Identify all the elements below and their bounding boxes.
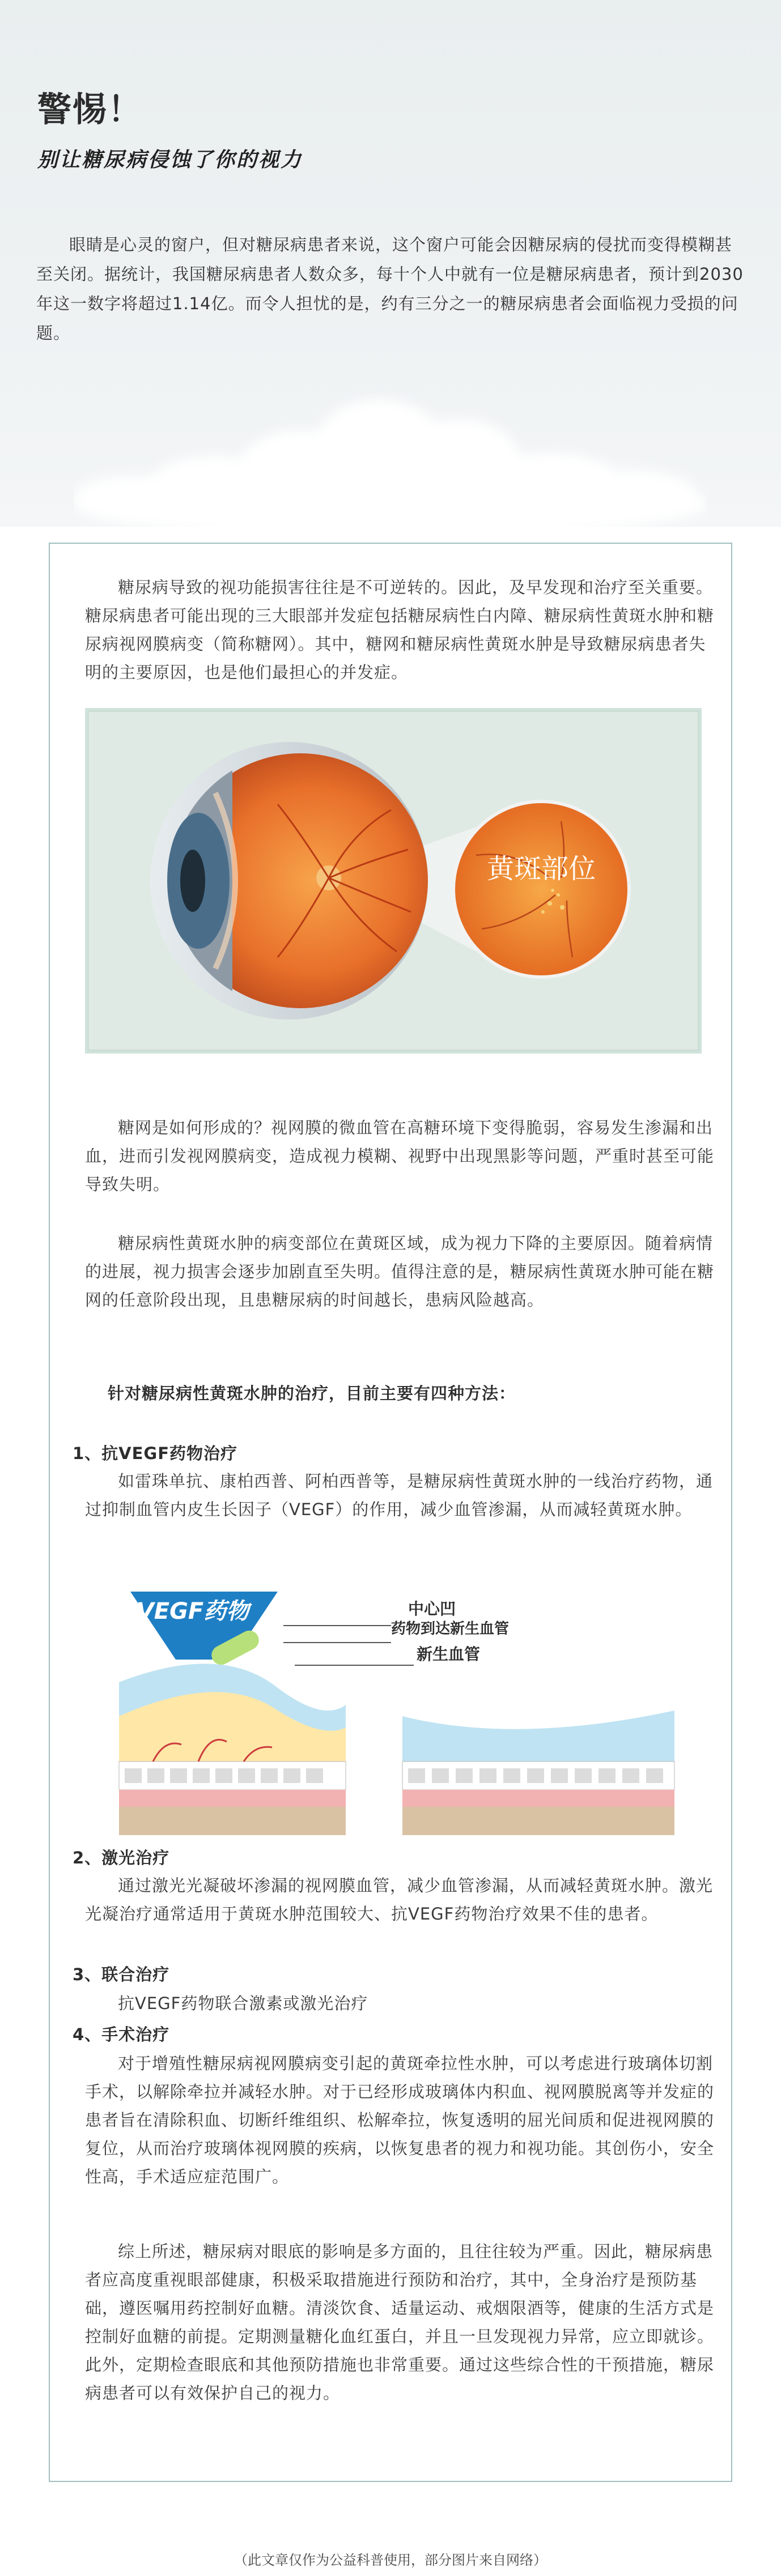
treatment-intro: 针对糖尿病性黄斑水肿的治疗，目前主要有四种方法： [108, 1384, 516, 1403]
page-subtitle: 别让糖尿病侵蚀了你的视力 [37, 148, 303, 172]
treatment-1-text: 如雷珠单抗、康柏西普、阿柏西普等，是糖尿病性黄斑水肿的一线治疗药物，通过抑制血管内皮生长因子（VEGF）的作用，减少血管渗漏，从而减轻黄斑水肿。 [85, 1472, 714, 1519]
treatment-4-heading: 4、手术治疗 [73, 2025, 170, 2044]
paragraph-dme-description: 糖尿病性黄斑水肿的病变部位在黄斑区域，成为视力下降的主要原因。随着病情的进展，视力损害会逐步加剧直至失明。值得注意的是，糖尿病性黄斑水肿可能在糖网的任意阶段出现，且患糖尿病的时间越长，患病风险越高。 [85, 1234, 715, 1310]
intro-paragraph: 眼睛是心灵的窗户，但对糖尿病患者来说，这个窗户可能会因糖尿病的侵扰而变得模糊甚至关闭。据统计，我国糖尿病患者人数众多，每十个人中就有一位是糖尿病患者，预计到2030年这一数字将超过1.14亿。而令人担忧的是，约有三分之一的糖尿病患者会面临视力受损的问题。 [36, 235, 744, 343]
page-title: 警惕！ [37, 90, 143, 130]
paragraph-dr-formation: 糖网是如何形成的？视网膜的微血管在高糖环境下变得脆弱，容易发生渗漏和出血，进而引发视网膜病变，造成视力模糊、视野中出现黑影等问题，严重时甚至可能导致失明。 [85, 1118, 715, 1194]
footer-disclaimer: （此文章仅作为公益科普使用，部分图片来自网络） [234, 2552, 547, 2568]
macula-label: 黄斑部位 [486, 853, 596, 885]
conclusion-paragraph: 综上所述，糖尿病对眼底的影响是多方面的，且往往较为严重。因此，糖尿病患者应高度重视眼部健康，积极采取措施进行预防和治疗，其中，全身治疗是预防基础，遵医嘱用药控制好血糖。清淡饮食、适量运动、戒烟限酒等，健康的生活方式是控制好血糖的前提。定期测量糖化血红蛋白，并且一旦发现视力异常，应立即就诊。此外，定期检查眼底和其他预防措施也非常重要。通过这些综合性的干预措施，糖尿病患者可以有效保护自己的视力。 [85, 2242, 715, 2403]
vegf-diagram [108, 1575, 688, 1869]
drug-reach-label: 药物到达新生血管 [391, 1620, 510, 1637]
treatment-4-text: 对于增殖性糖尿病视网膜病变引起的黄斑牵拉性水肿，可以考虑进行玻璃体切割手术，以解除牵拉并减轻水肿。对于已经形成玻璃体内积血、视网膜脱离等并发症的患者旨在清除积血、切断纤维组织、松解牵拉，恢复透明的屈光间质和促进视网膜的复位，从而治疗玻璃体视网膜的疾病，以恢复患者的视力和视功能。其创伤小，安全性高，手术适应症范围广。 [85, 2054, 715, 2186]
vegf-drug-label: VEGF药物 [136, 1598, 249, 1624]
new-vessel-label: 新生血管 [417, 1645, 481, 1664]
paragraph-complications: 糖尿病导致的视功能损害往往是不可逆转的。因此，及早发现和治疗至关重要。糖尿病患者可能出现的三大眼部并发症包括糖尿病性白内障、糖尿病性黄斑水肿和糖尿病视网膜病变（简称糖网）。其中，糖网和糖尿病性黄斑水肿是导致糖尿病患者失明的主要原因，也是他们最担心的并发症。 [85, 578, 715, 682]
treatment-3-text: 抗VEGF药物联合激素或激光治疗 [118, 1994, 368, 2013]
treatment-1-heading: 1、抗VEGF药物治疗 [73, 1444, 238, 1463]
cloud-decoration [74, 391, 707, 527]
treatment-2-heading: 2、激光治疗 [73, 1848, 170, 1867]
fovea-label: 中心凹 [408, 1600, 456, 1618]
treatment-2-text: 通过激光光凝破坏渗漏的视网膜血管，减少血管渗漏，从而减轻黄斑水肿。激光光凝治疗通常适用于黄斑水肿范围较大、抗VEGF药物治疗效果不佳的患者。 [85, 1876, 714, 1924]
eye-macula-figure [85, 708, 702, 1054]
treatment-3-heading: 3、联合治疗 [73, 1965, 170, 1984]
